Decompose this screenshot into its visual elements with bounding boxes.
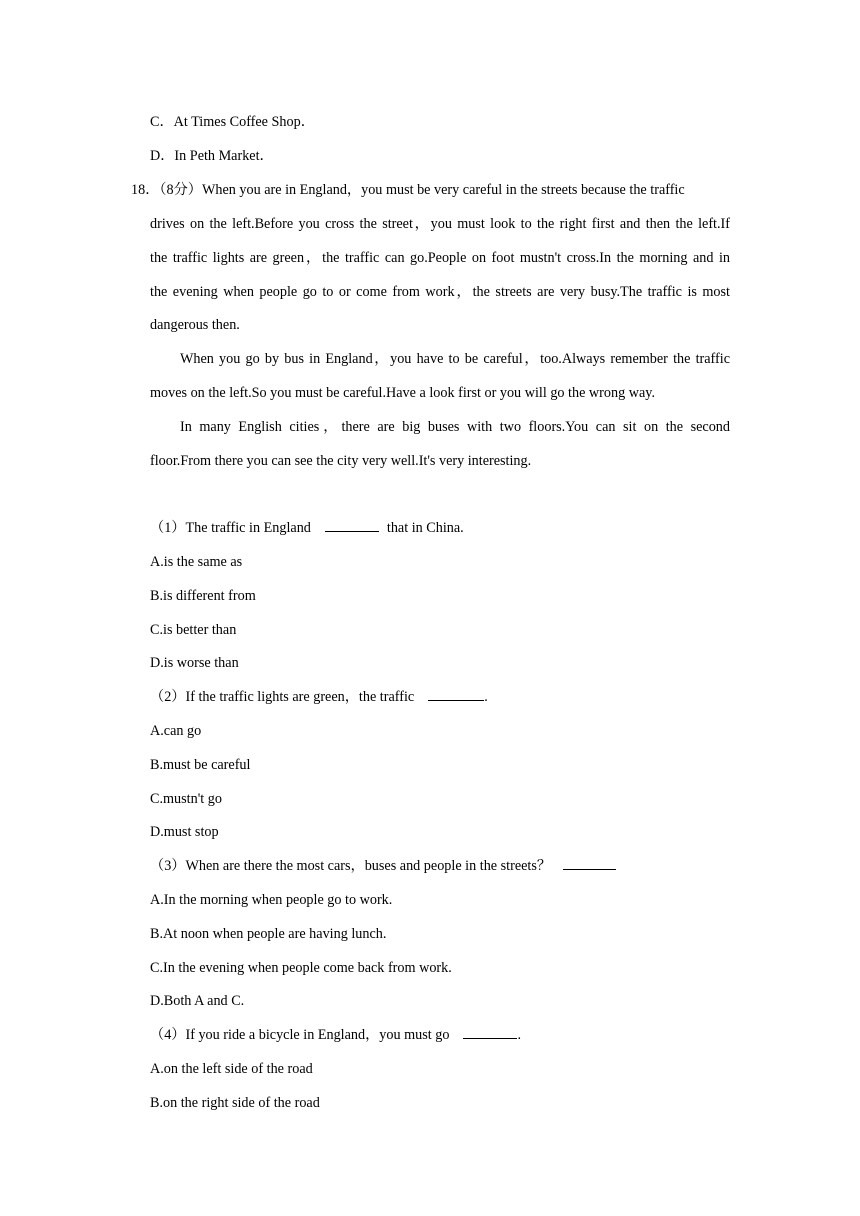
option-a: A.on the left side of the road [150,1061,313,1077]
passage-line: moves on the left.So you must be careful.Have a look first or you will go the wrong way. [150,385,655,401]
answer-blank [463,1026,517,1039]
passage-line: drives on the left.Before you cross the street，you must look to the right first and then the left.If [150,216,730,232]
stem-text: . [484,689,488,705]
stem-text: . [517,1027,522,1043]
question-number: 18． [131,182,160,198]
stem-text: （3）When are there the most cars，buses and people in the streets？ [150,858,552,874]
stem-text: （4）If you ride a bicycle in England，you must go [150,1027,450,1043]
option-c-prev: C．At Times Coffee Shop． [150,114,315,130]
passage-line: dangerous then. [150,317,240,333]
passage-line: the evening when people go to or come from work，the streets are very busy.The traffic is most [150,284,730,300]
option-d: D.must stop [150,824,219,840]
option-a: A.In the morning when people go to work. [150,892,393,908]
option-d-prev: D．In Peth Market． [150,148,274,164]
subquestion-3-stem [150,857,616,875]
option-b: B.At noon when people are having lunch. [150,926,387,942]
option-b: B.on the right side of the road [150,1095,320,1111]
passage-line: In many English cities，there are big buses with two floors.You can sit on the second [180,419,730,435]
answer-blank [325,519,379,532]
subquestion-4-stem [150,1026,521,1044]
subquestion-1-stem [150,519,464,537]
passage-line: the traffic lights are green，the traffic can go.People on foot mustn't cross.In the morning and in [150,250,730,266]
stem-text: that in China. [386,520,464,536]
stem-text: （2）If the traffic lights are green，the traffic [150,689,415,705]
option-a: A.can go [150,723,202,739]
passage-line: When you are in England，you must be very careful in the streets because the traffic [201,182,685,198]
option-c: C.In the evening when people come back from work. [150,960,452,976]
question-score: （8分） [159,182,202,198]
option-b: B.must be careful [150,757,251,773]
option-c: C.is better than [150,622,237,638]
option-d: D.is worse than [150,655,239,671]
option-b: B.is different from [150,588,256,604]
passage-line: floor.From there you can see the city very well.It's very interesting. [150,453,532,469]
passage-line: When you go by bus in England，you have to be careful，too.Always remember the traffic [180,351,730,367]
subquestion-2-stem [150,688,488,706]
option-a: A.is the same as [150,554,243,570]
answer-blank [563,857,616,870]
option-d: D.Both A and C. [150,993,245,1009]
answer-blank [428,688,484,701]
stem-text: （1）The traffic in England [150,520,311,536]
option-c: C.mustn't go [150,791,222,807]
question-18-first-line [131,181,685,199]
